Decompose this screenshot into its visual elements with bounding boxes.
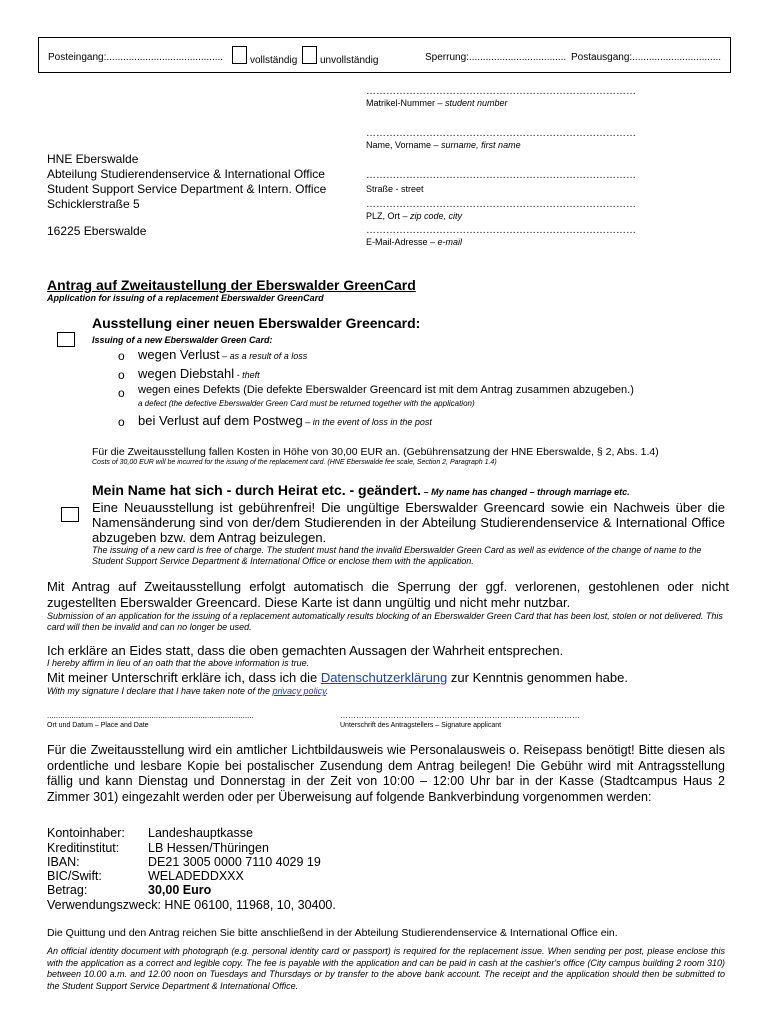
affirmation-en: I hereby affirm in lieu of an oath that the above information is true.	[47, 658, 310, 668]
plz-input[interactable]: ………………………………………………………………………	[366, 199, 636, 210]
address-line: HNE Eberswalde	[47, 152, 139, 166]
privacy-declaration: Mit meiner Unterschrift erkläre ich, dass ich die Datenschutzerklärung zur Kenntnis genommen habe.	[47, 670, 628, 685]
page-title: Antrag auf Zweitaustellung der Eberswalder GreenCard	[47, 277, 416, 293]
section1-title: Ausstellung einer neuen Eberswalder Greencard:	[92, 315, 421, 331]
blocking-notice-en: Submission of an application for the issuing of a replacement automatically results blocking of an Eberswalder Green Card that has been lost, stolen or not delivered. This card will then be invalid and can no longer be used.	[47, 611, 723, 632]
email-input[interactable]: ………………………………………………………………………	[366, 225, 636, 236]
bank-value: 30,00 Euro	[148, 883, 212, 897]
reason-theft[interactable]: wegen Diebstahl - theft	[138, 366, 260, 381]
place-date-input[interactable]: .............................................................................................	[47, 711, 254, 720]
reason-defect[interactable]: wegen eines Defekts (Die defekte Eberswalder Greencard ist mit dem Antrag zusammen abzugeben.)	[138, 384, 634, 396]
bank-value: Landeshauptkasse	[148, 826, 253, 840]
privacy-policy-link[interactable]: privacy policy	[272, 686, 326, 696]
payment-info: Für die Zweitausstellung wird ein amtlicher Lichtbildausweis wie Personalausweis o. Reisepass benötigt! Bitte diesen als ordentliche und lesbare Kopie bei postalischer Zusendung dem Antrag beilegen! Die Gebühr wird mit Antragsstellung fällig und kann Dienstag und Donnerstag in der Zeit von 10:00 – 12:00 Uhr bar in der Kasse (Stadtcampus Haus 2 Zimmer 301) eingezahlt werden oder per Überweisung auf folgende Bankverbindung vorgenommen werden:	[47, 743, 725, 804]
vollstaendig-option[interactable]: vollständig	[232, 46, 297, 66]
matrikel-input[interactable]: ………………………………………………………………………	[366, 86, 636, 97]
privacy-link[interactable]: Datenschutzerklärung	[320, 670, 448, 685]
address-line: Schicklerstraße 5	[47, 197, 140, 211]
submission-note: Die Quittung und den Antrag reichen Sie bitte anschließend in der Abteilung Studierendenservice & International Office ein.	[47, 927, 618, 939]
vollstaendig-checkbox[interactable]	[232, 46, 247, 64]
bank-label: Kontoinhaber:	[47, 826, 125, 840]
bank-label: BIC/Swift:	[47, 869, 102, 883]
street-input[interactable]: ………………………………………………………………………	[366, 170, 636, 181]
section2-text-en: The issuing of a new card is free of charge. The student must hand the invalid Eberswalder Green Card as well as evidence of the change of name to the Student Support Service Department & International Office or enclose them with the application.	[92, 545, 702, 566]
email-label: E-Mail-Adresse – e-mail	[366, 237, 463, 247]
address-line: Student Support Service Department & Intern. Office	[47, 182, 327, 196]
sperrung-field: Sperrung:...................................	[425, 52, 567, 63]
name-label: Name, Vorname – surname, first name	[366, 140, 521, 150]
payment-reference: Verwendungszweck: HNE 06100, 11968, 10, 30400.	[47, 898, 336, 912]
matrikel-label: Matrikel-Nummer – student number	[366, 98, 508, 108]
section2-title: Mein Name hat sich - durch Heirat etc. - geändert. – My name has changed – through marriage etc.	[92, 482, 630, 498]
privacy-declaration-en: With my signature I declare that I have taken note of the privacy policy.	[47, 686, 329, 696]
section1-subtitle: Issuing of a new Eberswalder Green Card:	[92, 335, 273, 345]
reason-loss[interactable]: wegen Verlust – as a result of a loss	[138, 347, 308, 362]
name-change-checkbox[interactable]	[61, 507, 79, 522]
cost-note: Für die Zweitausstellung fallen Kosten in Höhe von 30,00 EUR an. (Gebührensatzung der HNE Eberswalde, § 2, Abs. 1.4)	[92, 446, 659, 458]
unvollstaendig-option[interactable]: unvollständig	[302, 46, 378, 66]
name-input[interactable]: ………………………………………………………………………	[366, 128, 636, 139]
address-line: Abteilung Studierendenservice & International Office	[47, 167, 325, 181]
blocking-notice: Mit Antrag auf Zweitausstellung erfolgt automatisch die Sperrung der ggf. verlorenen, gestohlenen oder nicht zugestellten Eberswalder Greencard. Diese Karte ist dann ungültig und nicht mehr nutzbar.	[47, 579, 729, 610]
reason-post[interactable]: bei Verlust auf dem Postweg – in the event of loss in the post	[138, 413, 432, 428]
bank-value: WELADEDDXXX	[148, 869, 244, 883]
submission-note-en: An official identity document with photograph (e.g. personal identity card or passport) is required for the replacement issue. When sending per post, please enclose this with the application as a correct and legible copy. The fee is payable with the application and can be paid in cash at the cashier's office (City campus building 2 room 310) between 10.00 a.m. and 12.00 noon on Tuesdays and Thursdays or by transfer to the above bank account. The receipt and the application should then be submitted to the Student Support Service Department & International Office.	[47, 946, 725, 991]
bank-value: DE21 3005 0000 7110 4029 19	[148, 855, 321, 869]
place-date-label: Ort und Datum – Place and Date	[47, 722, 149, 729]
office-use-box	[38, 37, 731, 73]
street-label: Straße - street	[366, 184, 424, 194]
bank-value: LB Hessen/Thüringen	[148, 841, 269, 855]
address-line: 16225 Eberswalde	[47, 224, 147, 238]
bullet-icon: o	[118, 386, 125, 400]
bullet-icon: o	[118, 368, 125, 382]
posteingang-field: Posteingang:..........................................	[48, 52, 224, 63]
reason-defect-en: a defect (the defective Eberswalder Green Card must be returned together with the application)	[138, 399, 475, 408]
bank-label: Betrag:	[47, 883, 88, 897]
section2-text: Eine Neuausstellung ist gebührenfrei! Die ungültige Eberswalder Greencard sowie ein Nachweis über die Namensänderung sind von der/dem Studierenden in der Abteilung Studierendenservice & International Office abzugeben bzw. dem Antrag beizulegen.	[92, 500, 725, 545]
bullet-icon: o	[118, 349, 125, 363]
new-card-checkbox[interactable]	[57, 332, 75, 347]
unvollstaendig-checkbox[interactable]	[302, 46, 317, 64]
page-subtitle: Application for issuing of a replacement Eberswalder GreenCard	[47, 293, 324, 303]
cost-note-en: Costs of 30,00 EUR will be incurred for the issuing of the replacement card. (HNE Eberswalde fee scale, Section 2, Paragraph 1.4)	[92, 459, 497, 466]
bank-label: Kreditinstitut:	[47, 841, 120, 855]
signature-input[interactable]: ………………………………………………………………………………	[340, 711, 580, 720]
bank-label: IBAN:	[47, 855, 80, 869]
bullet-icon: o	[118, 415, 125, 429]
affirmation: Ich erkläre an Eides statt, dass die oben gemachten Aussagen der Wahrheit entsprechen.	[47, 643, 564, 658]
plz-label: PLZ, Ort – zip code, city	[366, 211, 463, 221]
signature-label: Unterschrift des Antragstellers – Signature applicant	[340, 722, 502, 729]
postausgang-field: Postausgang:................................	[571, 52, 722, 63]
